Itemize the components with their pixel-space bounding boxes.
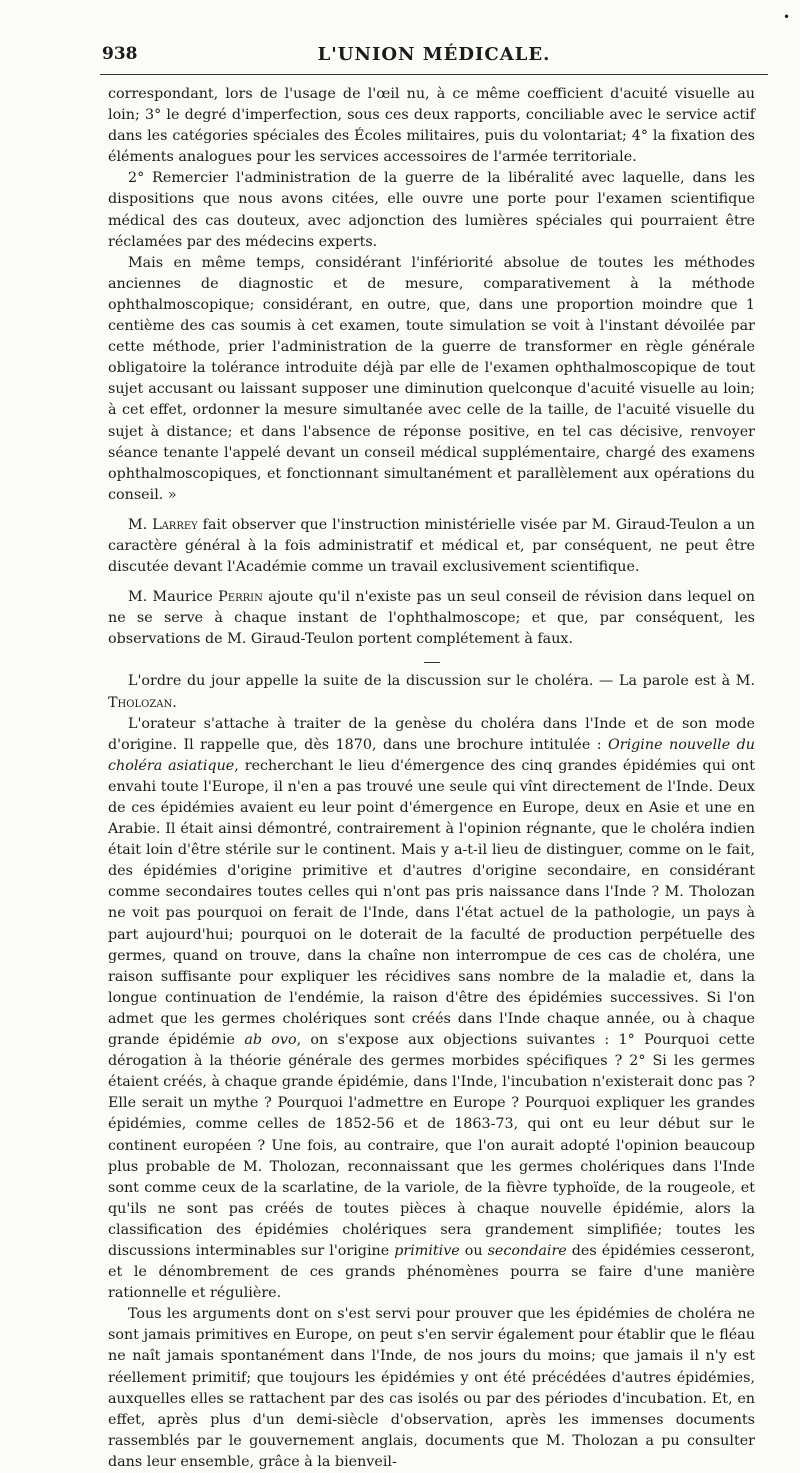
- running-title: L'UNION MÉDICALE.: [317, 44, 551, 65]
- orateur-part-a: L'orateur s'attache à traiter de la genèse du choléra dans l'Inde et de son mode d'origine. Il rappelle que, dès 1870, dans une brochure intitulée :: [108, 715, 755, 753]
- word-secondaire: secondaire: [487, 1242, 567, 1259]
- larrey-text: fait observer que l'instruction ministérielle visée par M. Giraud-Teulon a un caractère général à la fois administratif et médical et, par conséquent, ne peut être discutée devant l'Académie comme un travail exclusivement scientifique.: [108, 516, 755, 576]
- speaker-larrey: Larrey: [152, 516, 198, 533]
- paragraph-criteria-continuation: correspondant, lors de l'usage de l'œil nu, à ce même coefficient d'acuité visuelle au loin; 3° le degré d'imperfection, sous ces deux rapports, conciliable avec le service actif dans les catégories spéciales des Écoles militaires, puis du volontariat; 4° la fixation des éléments analogues pour les services accessoires de l'armée territoriale.: [108, 86, 755, 166]
- speaker-tholozan: Tholozan: [108, 694, 173, 711]
- paragraph-remercier: 2° Remercier l'administration de la guerre de la libéralité avec laquelle, dans les dispositions que nous avons citées, elle ouvre une porte pour l'examen scientifique médical des cas douteux, avec adjonction des lumières spéciales qui pourraient être réclamées par des médecins experts.: [108, 170, 755, 250]
- orateur-part-e: des épidémies cesseront, et le dénombrement de ces grands phénomènes pourra se faire d'une manière rationnelle et régulière.: [108, 1242, 755, 1302]
- paragraph-orateur: [108, 714, 755, 1305]
- paragraph-considerant: Mais en même temps, considérant l'infériorité absolue de toutes les méthodes anciennes de diagnostic et de mesure, comparativement à la méthode ophthalmoscopique; considérant, en outre, que, dans une proportion moindre que 1 centième des cas soumis à cet examen, toute simulation se voit à l'instant dévoilée par cette méthode, prier l'administration de la guerre de transformer en règle générale obligatoire la tolérance introduite déjà par elle de l'examen ophthalmoscopique de tout sujet accusant ou laissant supposer une diminution quelconque d'acuité visuelle au loin; à cet effet, ordonner la mesure simultanée avec celle de la taille, de l'acuité visuelle du sujet à distance; et dans l'absence de réponse positive, en tel cas décisive, renvoyer séance tenante l'appelé devant un conseil médical supplémentaire, chargé des examens ophthalmoscopiques, et fonctionnant simultanément et parallèlement aux opérations du conseil. »: [108, 254, 755, 503]
- section-separator: [424, 662, 440, 663]
- brochure-title: Origine nouvelle du choléra asiatique: [108, 736, 755, 774]
- corner-mark: •: [783, 10, 791, 24]
- ab-ovo: ab ovo: [244, 1032, 297, 1049]
- ordre-text: L'ordre du jour appelle la suite de la discussion sur le choléra. — La parole est à M.: [128, 673, 755, 690]
- body-text: [108, 84, 755, 1473]
- speaker-perrin: Perrin: [218, 589, 263, 606]
- larrey-prefix: M.: [128, 516, 153, 533]
- orateur-part-b: , recherchant le lieu d'émergence des cinq grandes épidémies qui ont envahi toute l'Europe, il n'en a pas trouvé une seule qui vînt directement de l'Inde. Deux de ces épidémies avaient eu leur point d'émergence en Europe, deux en Asie et une en Arabie. Il était ainsi démontré, contrairement à l'opinion régnante, que le choléra indien était loin d'être stérile sur le continent. Mais y a-t-il lieu de distinguer, comme on le fait, des épidémies d'origine primitive et d'autres d'origine secondaire, en considérant comme secondaires toutes celles qui n'ont pas pris naissance dans l'Inde ? M. Tholozan ne voit pas pourquoi on ferait de l'Inde, dans l'état actuel de la pathologie, un pays à part aujourd'hui; pourquoi on le doterait de la faculté de production perpétuelle des germes, quand on trouve, dans la chaîne non interrompue de ces cas de choléra, une raison suffisante pour expliquer les récidives sans nombre de la maladie et, dans la longue continuation de l'endémie, la raison d'être des épidémies successives. Si l'on admet que les germes cholériques sont créés dans l'Inde chaque année, ou à chaque grande épidémie: [108, 757, 755, 1049]
- perrin-prefix: M. Maurice: [128, 589, 219, 606]
- orateur-part-c: , on s'expose aux objections suivantes : 1° Pourquoi cette dérogation à la théorie générale des germes morbides spécifiques ? 2° Si les germes étaient créés, à chaque grande épidémie, dans l'Inde, l'incubation n'existerait donc pas ? Elle serait un mythe ? Pourquoi l'admettre en Europe ? Pourquoi expliquer les grandes épidémies, comme celles de 1852-56 et de 1863-73, qui ont eu leur début sur le continent européen ? Une fois, au contraire, que l'on aurait adopté l'opinion beaucoup plus probable de M. Tholozan, reconnaissant que les germes cholériques dans l'Inde sont comme ceux de la scarlatine, de la variole, de la fièvre typhoïde, de la rougeole, et qu'ils ne sont pas créés de toutes pièces à chaque nouvelle épidémie, alors la classification des épidémies cholériques sera grandement simplifiée; toutes les discussions interminables sur l'origine: [108, 1032, 756, 1259]
- orateur-part-d: ou: [459, 1242, 488, 1259]
- paragraph-perrin: [108, 587, 755, 650]
- header-rule: [100, 74, 768, 75]
- perrin-text: ajoute qu'il n'existe pas un seul conseil de révision dans lequel on ne se serve à chaque instant de l'ophthalmoscope; et que, par conséquent, les observations de M. Giraud-Teulon portent complétement à faux.: [108, 589, 755, 648]
- paragraph-larrey: [108, 515, 755, 578]
- paragraph-arguments: Tous les arguments dont on s'est servi pour prouver que les épidémies de choléra ne sont jamais primitives en Europe, on peut s'en servir également pour établir que le fléau ne naît jamais spontanément dans l'Inde, de nos jours du moins; que jamais il n'y est réellement primitif; que toujours les épidémies y ont été précédées d'autres épidémies, auxquelles elles se rattachent par des cas isolés ou par des périodes d'incubation. Et, en effet, après plus d'un demi-siècle d'observation, après les immenses documents rassemblés par le gouvernement anglais, documents que M. Tholozan a pu consulter dans leur ensemble, grâce à la bienveil-: [108, 1306, 755, 1470]
- paragraph-ordre-du-jour: [108, 671, 755, 713]
- word-primitive: primitive: [394, 1242, 460, 1259]
- page-header: [100, 40, 768, 70]
- page-number: 938: [102, 44, 138, 64]
- ordre-suffix: .: [172, 694, 177, 711]
